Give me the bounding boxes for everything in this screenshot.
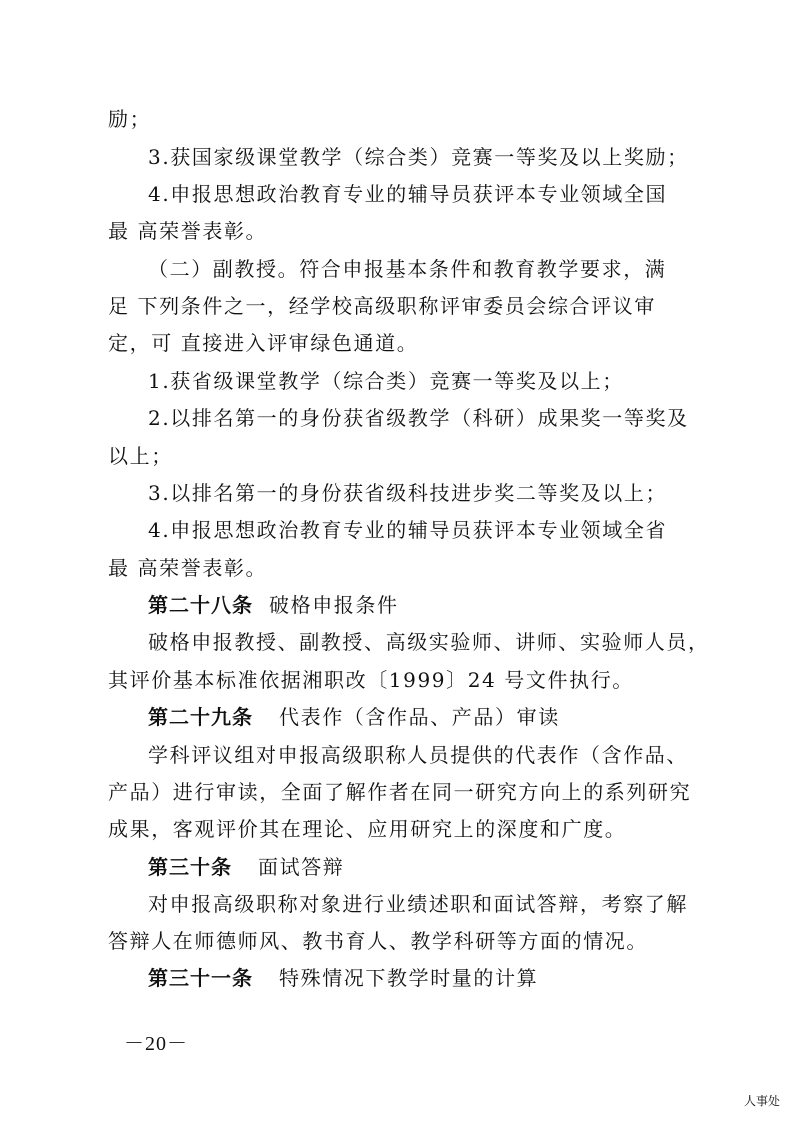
article-heading-31 (148, 962, 688, 994)
text-line: 4.申报思想政治教育专业的辅导员获评本专业领域全省 (148, 518, 668, 542)
text-line: 励； (108, 107, 152, 131)
text-line: （二）副教授。符合申报基本条件和教育教学要求，满 (148, 257, 667, 281)
page-number: －20－ (124, 1033, 188, 1055)
text-line: 足 下列条件之一，经学校高级职称评审委员会综合评议审 (108, 294, 656, 318)
article-title: 面试答辩 (258, 855, 345, 879)
text-line: 最 高荣誉表彰。 (108, 556, 268, 580)
text-line: 学科评议组对申报高级职称人员提供的代表作（含作品、 (148, 743, 688, 767)
article-label: 第三十一条 (148, 966, 253, 990)
text-line: 定，可 直接进入评审绿色通道。 (108, 331, 419, 355)
article-label: 第二十八条 (148, 593, 253, 617)
article-heading-29 (148, 701, 688, 733)
text-line: 1.获省级课堂教学（综合类）竞赛一等奖及以上； (148, 369, 624, 393)
article-title: 特殊情况下教学时量的计算 (279, 966, 539, 990)
text-line: 以上； (108, 444, 173, 468)
text-line: 4.申报思想政治教育专业的辅导员获评本专业领域全国 (148, 182, 668, 206)
text-line: 最 高荣誉表彰。 (108, 219, 268, 243)
article-heading-28 (148, 589, 688, 621)
article-heading-30 (148, 851, 688, 883)
text-line: 答辩人在师德师风、教书育人、教学科研等方面的情况。 (108, 929, 648, 953)
article-title: 破格申报条件 (269, 593, 399, 617)
article-label: 第二十九条 (148, 705, 253, 729)
text-line: 3.以排名第一的身份获省级科技进步奖二等奖及以上； (148, 481, 668, 505)
text-line: 成果，客观评价其在理论、应用研究上的深度和广度。 (108, 817, 627, 841)
text-line: 破格申报教授、副教授、高级实验师、讲师、实验师人员， (148, 630, 710, 654)
footer-label: 人事处 (744, 1094, 781, 1108)
article-title: 代表作（含作品、产品）审读 (279, 705, 560, 729)
text-line: 产品）进行审读，全面了解作者在同一研究方向上的系列研究 (108, 780, 692, 804)
text-line: 其评价基本标准依据湘职改〔1999〕24 号文件执行。 (108, 668, 634, 692)
text-line: 2.以排名第一的身份获省级教学（科研）成果奖一等奖及 (148, 406, 689, 430)
text-line: 3.获国家级课堂教学（综合类）竞赛一等奖及以上奖励； (148, 145, 689, 169)
text-line: 对申报高级职称对象进行业绩述职和面试答辩，考察了解 (148, 892, 688, 916)
article-label: 第三十条 (148, 855, 232, 879)
